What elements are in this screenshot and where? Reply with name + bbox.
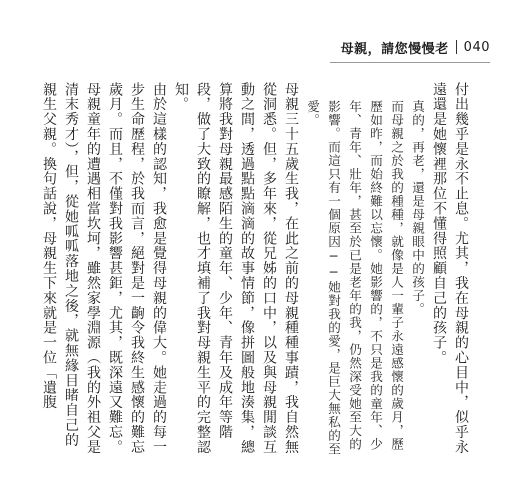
- header-rule: [330, 62, 490, 63]
- book-title: 母親，請您慢慢老: [340, 41, 449, 57]
- header-divider: [456, 40, 457, 54]
- paragraph: 母親童年的遭遇相當坎坷，雖然家學淵源（我的外祖父是清末秀才），但，從她呱呱落地之後，就無緣目睹自己的親生父親。換句話說，母親生下來就是一位「遺腹: [41, 82, 101, 455]
- paragraph: 付出幾乎是永不止息。尤其，我在母親的心目中，似乎永遠還是她懷裡那位不懂得照顧自己的孩子。: [431, 82, 469, 455]
- quote-paragraph: 而母親之於我的種種，就像是人一輩子永遠感懷的歲月，歷歷如昨，而始終難以忘懷。她影響的，不只是我的童年、少年、青年、壯年，甚至於已是老年的我，仍然深受她至大的影響。而這只有一個原因──她對我的愛，是巨大無私的至愛。: [305, 100, 404, 456]
- quote-paragraph: 真的，再老，還是母親眼中的孩子。: [410, 100, 425, 316]
- paragraph: 母親三十五歲生我，在此之前的母親種種事蹟，我自然無從洞悉。但，多年來，從兄姊的口中，以及與母親閒談互動之間，透過點點滴滴的故事情節，像拼圖般地湊集，總算將我對母親最感陌生的童年、少年、青年及成年等階段，做了大致的瞭解，也才填補了我對母親生平的完整認知。: [173, 82, 299, 455]
- page-number: 040: [463, 39, 490, 55]
- paragraph: 由於這樣的認知，我愈是覺得母親的偉大。她走過的每一步生命歷程，於我而言，絕對是一齣令我終生感懷的難忘歲月。而且，不僅對我影響甚鉅，尤其，既深遠又難忘。: [107, 82, 167, 455]
- running-header: [330, 36, 490, 58]
- vertical-body-text: [36, 82, 472, 457]
